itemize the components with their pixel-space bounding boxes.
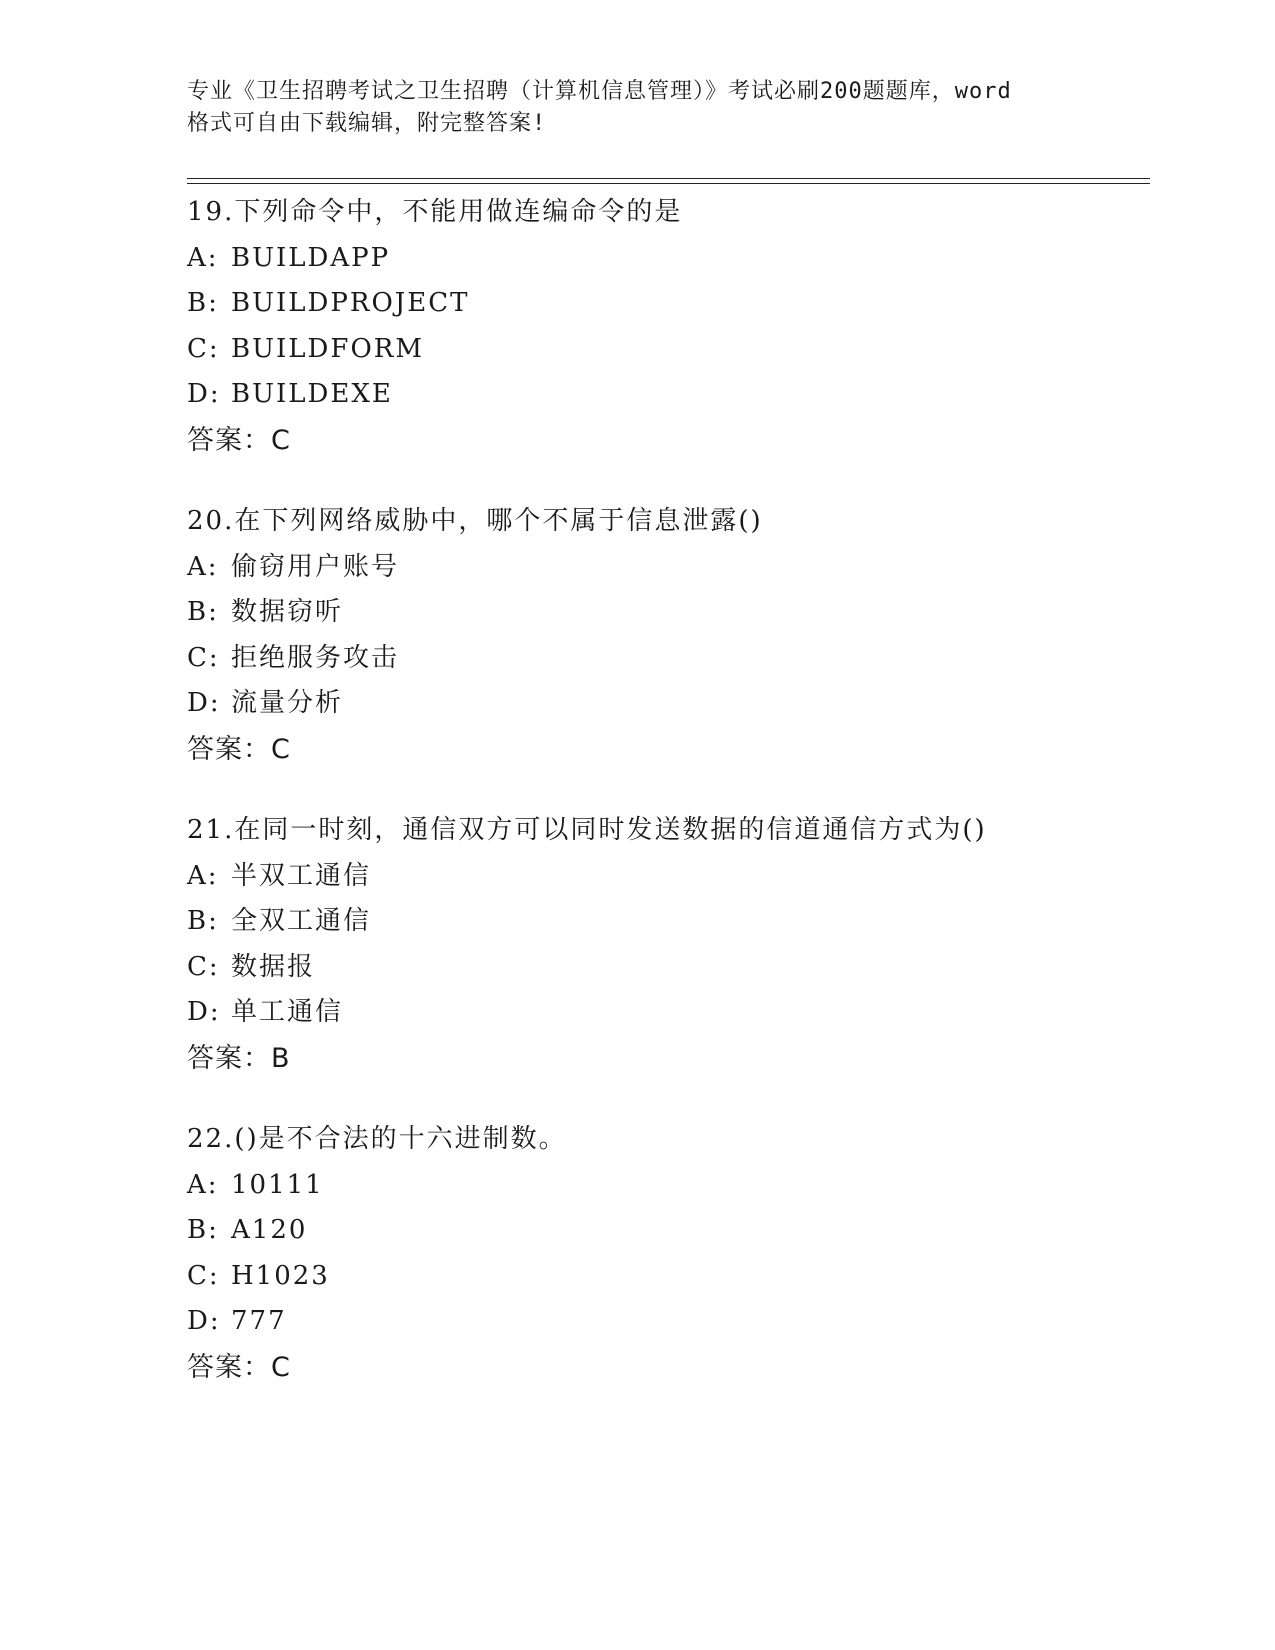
option-a [187, 1163, 1147, 1209]
question-19 [187, 190, 1147, 463]
option-letter: B: [187, 288, 219, 318]
option-text: BUILDAPP [231, 242, 391, 273]
question-stem: 22.()是不合法的十六进制数。 [187, 1124, 567, 1154]
option-text: BUILDFORM [231, 333, 424, 364]
option-letter: D: [187, 379, 221, 409]
answer-line: 答案：C [187, 1351, 291, 1383]
option-text: 半双工通信 [231, 860, 372, 891]
option-letter: D: [187, 1306, 221, 1336]
option-text: 偷窃用户账号 [231, 551, 400, 582]
option-text: 全双工通信 [231, 906, 372, 936]
option-a [187, 545, 1147, 591]
option-d [187, 681, 1147, 727]
option-letter: D: [187, 997, 221, 1027]
option-letter: A: [187, 242, 219, 273]
option-d [187, 990, 1147, 1036]
answer-line: 答案：C [187, 424, 291, 456]
option-b [187, 590, 1147, 636]
option-letter: B: [187, 1215, 219, 1245]
option-text: BUILDEXE [231, 379, 393, 409]
option-letter: C: [187, 1260, 220, 1291]
option-text: 10111 [231, 1169, 324, 1200]
header-line-2: 格式可自由下载编辑，附完整答案! [187, 111, 547, 136]
question-21 [187, 808, 1147, 1081]
header-line-1: 专业《卫生招聘考试之卫生招聘（计算机信息管理）》考试必刷200题题库，word [187, 79, 1012, 104]
header-rule-top [187, 178, 1150, 179]
option-letter: A: [187, 1169, 219, 1200]
option-text: A120 [231, 1215, 308, 1245]
option-c [187, 636, 1147, 682]
option-d [187, 372, 1147, 418]
option-letter: A: [187, 860, 219, 891]
option-c [187, 945, 1147, 991]
option-letter: C: [187, 333, 220, 364]
option-letter: C: [187, 951, 220, 982]
option-c [187, 327, 1147, 373]
question-stem: 20.在下列网络威胁中，哪个不属于信息泄露() [187, 506, 763, 536]
option-b [187, 899, 1147, 945]
answer-line: 答案：C [187, 733, 291, 765]
option-a [187, 236, 1147, 282]
option-c [187, 1254, 1147, 1300]
answer-line: 答案：B [187, 1042, 291, 1074]
option-letter: A: [187, 551, 219, 582]
question-stem: 21.在同一时刻，通信双方可以同时发送数据的信道通信方式为() [187, 815, 987, 845]
option-letter: D: [187, 688, 221, 718]
option-letter: B: [187, 597, 219, 627]
option-text: 数据窃听 [231, 597, 344, 627]
question-stem: 19.下列命令中，不能用做连编命令的是 [187, 197, 683, 227]
question-20 [187, 499, 1147, 772]
document-header [187, 76, 1087, 140]
option-b [187, 1208, 1147, 1254]
option-text: 777 [231, 1306, 287, 1336]
option-text: 拒绝服务攻击 [231, 642, 400, 673]
option-text: BUILDPROJECT [231, 288, 470, 318]
option-text: 数据报 [231, 951, 316, 982]
option-a [187, 854, 1147, 900]
question-22 [187, 1117, 1147, 1390]
option-d [187, 1299, 1147, 1345]
option-text: 单工通信 [231, 997, 344, 1027]
header-rule-bottom [187, 183, 1150, 184]
option-b [187, 281, 1147, 327]
option-text: 流量分析 [231, 688, 344, 718]
question-list [187, 190, 1147, 1426]
option-letter: C: [187, 642, 220, 673]
option-text: H1023 [231, 1260, 330, 1291]
option-letter: B: [187, 906, 219, 936]
